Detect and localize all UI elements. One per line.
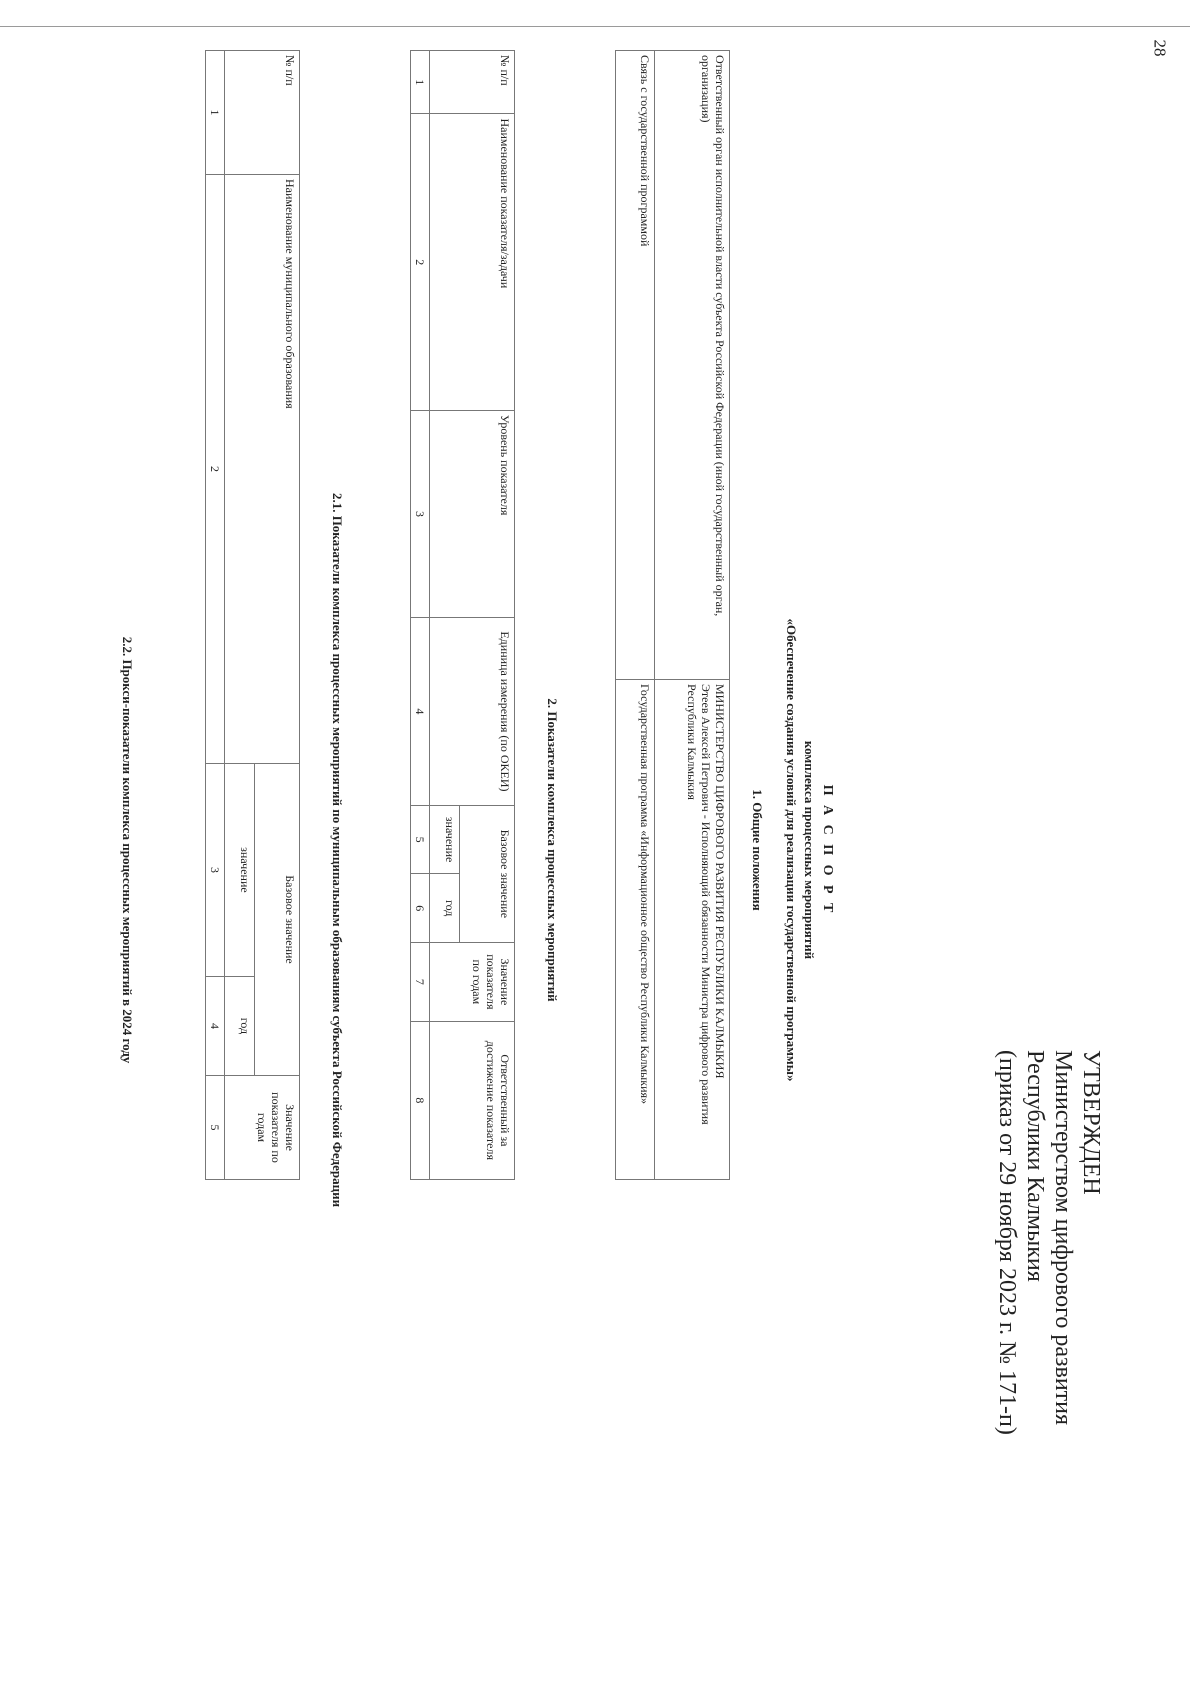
header-cell: Базовое значение [460, 805, 515, 942]
number-cell: 1 [206, 51, 225, 175]
header-cell: Значение показателя по годам [430, 942, 515, 1021]
number-cell: 2 [206, 175, 225, 764]
page-number: 28 [1150, 39, 1170, 57]
header-cell: значение [225, 764, 255, 977]
number-cell: 3 [411, 410, 430, 617]
number-cell: 3 [206, 764, 225, 977]
header-cell: Наименование показателя/задачи [430, 114, 515, 410]
table-row [655, 51, 730, 1180]
section22-title: 2.2. Прокси-показатели комплекса процессных мероприятий в 2024 году [120, 636, 135, 1064]
passport-title: П А С П О Р Т [820, 784, 835, 916]
number-cell: 4 [411, 618, 430, 805]
header-cell: № п/п [430, 51, 515, 114]
header-cell: Наименование муниципального образования [225, 175, 300, 764]
table-row [255, 51, 300, 1180]
table-row [460, 51, 515, 1180]
section2-title: 2. Показатели комплекса процессных мероприятий [545, 698, 560, 1002]
number-cell: 8 [411, 1021, 430, 1179]
approval-block [993, 1050, 1105, 1435]
section21-title: 2.1. Показатели комплекса процессных мероприятий по муниципальным образованиям субъекта Российской Федерации [330, 492, 345, 1208]
table-row [206, 51, 225, 1180]
header-cell: № п/п [225, 51, 300, 175]
approval-line3: (приказ от 29 ноября 2023 г. № 171-п) [994, 1050, 1020, 1435]
header-cell: Базовое значение [255, 764, 300, 1076]
rotated-document [85, 30, 1125, 1670]
table-row [411, 51, 430, 1180]
responsible-person: Этеев Алексей Петрович - Исполняющий обязанности Министра цифрового развития Республики Калмыкия [685, 684, 713, 1125]
approval-line2: Республики Калмыкия [1022, 1050, 1048, 1282]
general-label: Связь с государственной программой [616, 51, 655, 680]
header-cell: Значение показателя по годам [225, 1076, 300, 1180]
header-cell: Ответственный за достижение показателя [430, 1021, 515, 1179]
approval-title: УТВЕРЖДЕН [1078, 1050, 1104, 1195]
general-value: Государственная программа «Информационное общество Республики Калмыкия» [616, 680, 655, 1180]
header-cell: год [430, 874, 460, 942]
municipal-table [205, 50, 300, 1180]
passport-subtitle: комплекса процессных мероприятий [802, 740, 817, 960]
section1-title: 1. Общие положения [750, 789, 765, 911]
number-cell: 4 [206, 976, 225, 1075]
header-cell: значение [430, 805, 460, 874]
number-cell: 7 [411, 942, 430, 1021]
general-label: Ответственный орган исполнительной власти субъекта Российской Федерации (иной государственный орган, организация) [655, 51, 730, 680]
table-row [616, 51, 655, 1180]
top-rule [0, 26, 1190, 27]
general-value [655, 680, 730, 1180]
indicators-table [410, 50, 515, 1180]
number-cell: 5 [411, 805, 430, 874]
number-cell: 6 [411, 874, 430, 942]
header-cell: год [225, 976, 255, 1075]
passport-name: «Обеспечение создания условий для реализации государственной программы» [784, 618, 799, 1082]
number-cell: 2 [411, 114, 430, 410]
responsible-org: МИНИСТЕРСТВО ЦИФРОВОГО РАЗВИТИЯ РЕСПУБЛИКИ КАЛМЫКИЯ [713, 684, 727, 1079]
number-cell: 1 [411, 51, 430, 114]
general-table [615, 50, 730, 1180]
header-cell: Единица измерения (по ОКЕИ) [430, 618, 515, 805]
approval-line1: Министерством цифрового развития [1050, 1050, 1076, 1426]
number-cell: 5 [206, 1076, 225, 1180]
header-cell: Уровень показателя [430, 410, 515, 617]
